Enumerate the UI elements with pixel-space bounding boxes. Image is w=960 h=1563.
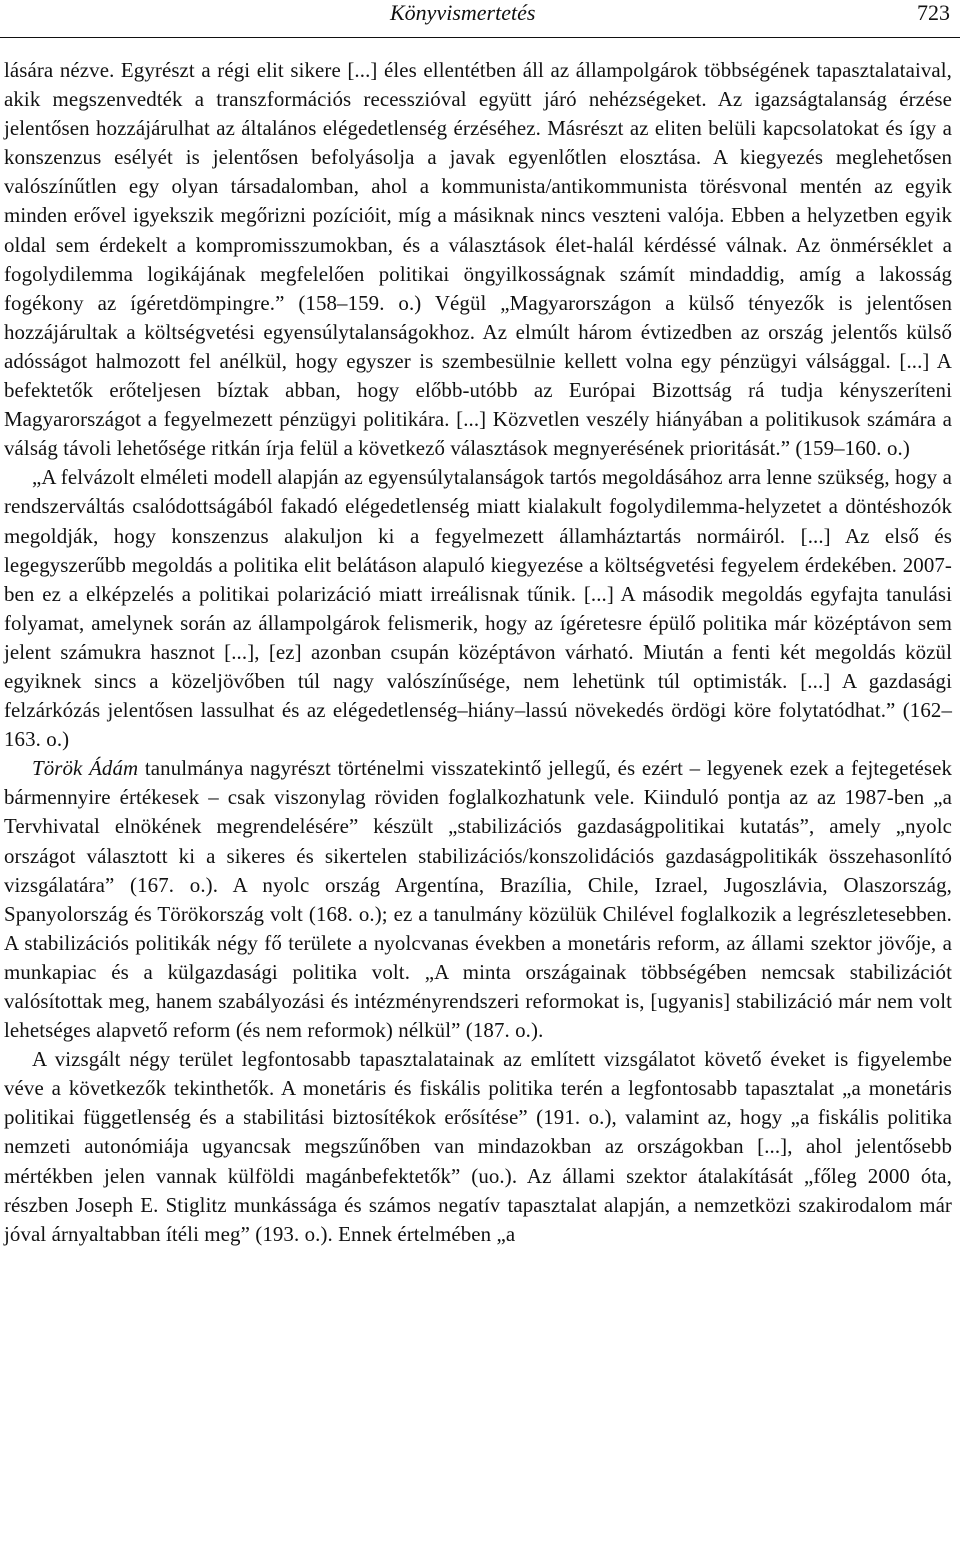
author-name: Török Ádám xyxy=(32,756,139,781)
body-text xyxy=(4,56,952,1249)
running-header xyxy=(0,0,960,40)
paragraph-quote: „A felvázolt elméleti modell alapján az egyensúlytalanságok tartós megoldásához arra lenne szükség, hogy a rendszerváltás csalódottságából fakadó elégedetlenség miatt kialakult fogolydilemma-helyzetet a döntéshozók megoldják, hogy konszenzus alakuljon ki a fegyelmezett államháztartás normáiról. [...] Az első és legegyszerűbb megoldás a politika elit belátáson alapuló kiegyezése a költségvetési fegyelem érdekében. 2007-ben ez a elképzelés a politikai polarizáció miatt irreálisnak tűnik. [...] A második megoldás egyfajta tanulási folyamat, amelynek során az állampolgárok felismerik, hogy az ígéretesre épülő politika már középtávon sem jelent számukra hasznot [...], [ez] azonban csupán középtávon várható. Miután a fenti két megoldás közül egyiknek sincs a közeljövőben túl nagy valószínűsége, nem lehetünk túl optimisták. [...] A gazdasági felzárkózás jelentősen lassulhat és az elégedetlenség–hiány–lassú növekedés ördögi köre folytatódhat.” (162–163. o.) xyxy=(4,465,952,752)
page-number: 723 xyxy=(917,0,950,25)
running-title: Könyvismertetés xyxy=(390,0,536,25)
paragraph-areas: A vizsgált négy terület legfontosabb tapasztalatainak az említett vizsgálatot követő éveket is figyelembe véve a következők tekinthetők. A monetáris és fiskális politika terén a legfontosabb tapasztalat „a monetáris politikai függetlenség és a stabilitási biztosítékok erősítése” (191. o.), valamint az, hogy „a fiskális politika nemzeti autonómiája ugyancsak megszűnőben van mindazokban az országokban [...], ahol jelentősebb mértékben jelen vannak külföldi magánbefektetők” (uo.). Az állami szektor átalakítását „főleg 2000 óta, részben Joseph E. Stiglitz munkássága és számos negatív tapasztalat alapján, a nemzetközi szakirodalom már jóval árnyaltabban ítéli meg” (193. o.). Ennek értelmében „a xyxy=(4,1047,952,1246)
paragraph-continued: lására nézve. Egyrészt a régi elit sikere [...] éles ellentétben áll az állampolgárok többségének tapasztalataival, akik megszenvedték a transzformációs recesszióval együtt járó nehézségeket. Az igazságtalanság érzése jelentősen hozzájárulhat az általános elégedetlenség érzéséhez. Másrészt az eliten belüli kapcsolatokat és így a konszenzus esélyét is jelentősen befolyásolja a javak egyenlőtlen elosztása. A kiegyezés meglehetősen valószínűtlen egy olyan társadalomban, ahol a kommunista/antikommunista törésvonal mentén az egyik minden erővel igyekszik megőrizni pozícióit, míg a másiknak nincs veszteni valója. Ebben a helyzetben egyik oldal sem érdekelt a kompromisszumokban, és a választások élet-halál kérdéssé válnak. Az önmérséklet a fogolydilemma logikájának megfelelően politikai öngyilkosságnak számít mindaddig, amíg a lakosság fogékony az ígéretdömpingre.” (158–159. o.) Végül „Magyarországon a külső tényezők is jelentősen hozzájárultak a költségvetési egyensúlytalanságokhoz. Az elmúlt három évtizedben az ország jelentős külső adósságot halmozott fel anélkül, hogy egyszer is szembesülnie kellett volna egy pénzügyi válsággal. [...] A befektetők erőteljesen bíztak abban, hogy előbb-utóbb az Európai Bizottság rá tudja kényszeríteni Magyarországot a fegyelmezett pénzügyi politikára. [...] Közvetlen veszély hiányában a politikusok számára a válság távoli lehetősége ritkán írja felül a következő választások megnyerésének prioritását.” (159–160. o.) xyxy=(4,58,952,461)
paragraph-torok-text: tanulmánya nagyrészt történelmi visszatekintő jellegű, és ezért – legyenek ezek a fejtegetések bármennyire értékesek – csak viszonylag röviden foglalkozhatunk vele. Kiinduló pontja az az 1987-ben „a Tervhivatal elnökének megrendelésére” készült „stabilizációs gazdaságpolitikai kutatás”, amely „nyolc országot választott ki a sikeres és sikertelen stabilizációs/konszolidációs gazdaságpolitikák összehasonlító vizsgálatára” (167. o.). A nyolc ország Argentína, Brazília, Chile, Izrael, Jugoszlávia, Olaszország, Spanyolország és Törökország volt (168. o.); ez a tanulmány közülük Chilével foglalkozik a legrészletesebben. A stabilizációs politikák négy fő területe a nyolcvanas években a monetáris reform, az állami szektor jövője, a munkapiac és a külgazdasági politika volt. „A minta országainak többségében nemcsak stabilizációt valósítottak meg, hanem szabályozási és intézményrendszeri reformokat is, [ugyanis] stabilizáció már nem volt lehetséges alapvető reform (és nem reformok) nélkül” (187. o.). xyxy=(4,756,952,1043)
paragraph-torok xyxy=(4,754,952,1045)
header-rule xyxy=(0,37,960,38)
